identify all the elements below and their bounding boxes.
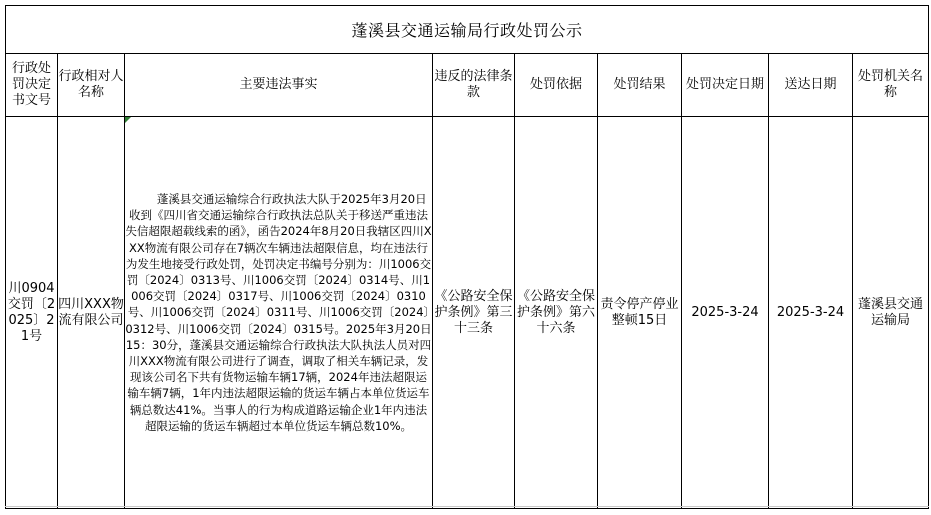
header-authority: 处罚机关名称 — [853, 54, 929, 117]
doc-no-text: 川0904交罚〔2025〕21号 — [7, 280, 56, 344]
comment-marker-icon — [125, 117, 131, 123]
header-party: 行政相对人名称 — [58, 54, 125, 117]
header-delivery-date: 送达日期 — [769, 54, 853, 117]
next-row-gridline — [5, 506, 929, 507]
cell-authority — [853, 117, 929, 509]
cell-delivery-date — [769, 117, 853, 509]
header-facts: 主要违法事实 — [125, 54, 433, 117]
header-result: 处罚结果 — [598, 54, 682, 117]
decision-date-text: 2025-3-24 — [691, 304, 759, 320]
penalty-table — [5, 5, 929, 509]
title-row — [6, 6, 929, 54]
cell-basis — [515, 117, 598, 509]
page-title: 蓬溪县交通运输局行政处罚公示 — [6, 6, 929, 54]
header-row — [6, 54, 929, 117]
header-basis: 处罚依据 — [515, 54, 598, 117]
result-text: 责令停产停业整顿15日 — [600, 296, 679, 328]
cell-facts[interactable] — [125, 117, 433, 509]
cell-doc-no — [6, 117, 58, 509]
header-law: 违反的法律条款 — [433, 54, 515, 117]
table-row — [6, 117, 929, 509]
cell-result — [598, 117, 682, 509]
authority-text: 蓬溪县交通运输局 — [857, 296, 923, 328]
header-doc-no: 行政处罚决定书文号 — [6, 54, 58, 117]
header-decision-date: 处罚决定日期 — [682, 54, 769, 117]
party-text: 四川XXX物流有限公司 — [58, 296, 124, 328]
cell-decision-date — [682, 117, 769, 509]
cell-law — [433, 117, 515, 509]
facts-text: 蓬溪县交通运输综合行政执法大队于2025年3月20日收到《四川省交通运输综合行政执法总队关于移送严重违法失信超限超载线索的函》，函告2024年8月20日我辖区四川XXX物流有限公司存在7辆次车辆违法超限信息，均在违法行为发生地接受行政处罚，处罚决定书编号分别为：川1006交罚〔2024〕0313号、川1006交罚〔2024〕0314号、川1006交罚〔2024〕0317号、川1006交罚〔2024〕0310号、川1006交罚〔2024〕0311号、川1006交罚〔2024〕0312号、川1006交罚〔2024〕0315号。2025年3月20日15：30分，蓬溪县交通运输综合行政执法大队执法人员对四川XXX物流有限公司进行了调查，调取了相关车辆记录，发现该公司名下共有货物运输车辆17辆，2024年违法超限运输车辆7辆，1年内违法超限运输的货运车辆占本单位货运车辆总数达41%。当事人的行为构成道路运输企业1年内违法超限运输的货运车辆超过本单位货运车辆总数10%。 — [125, 191, 432, 433]
law-text: 《公路安全保护条例》第三十三条 — [434, 288, 513, 336]
cell-party — [58, 117, 125, 509]
delivery-date-text: 2025-3-24 — [776, 304, 845, 320]
basis-text: 《公路安全保护条例》第六十六条 — [516, 288, 595, 336]
